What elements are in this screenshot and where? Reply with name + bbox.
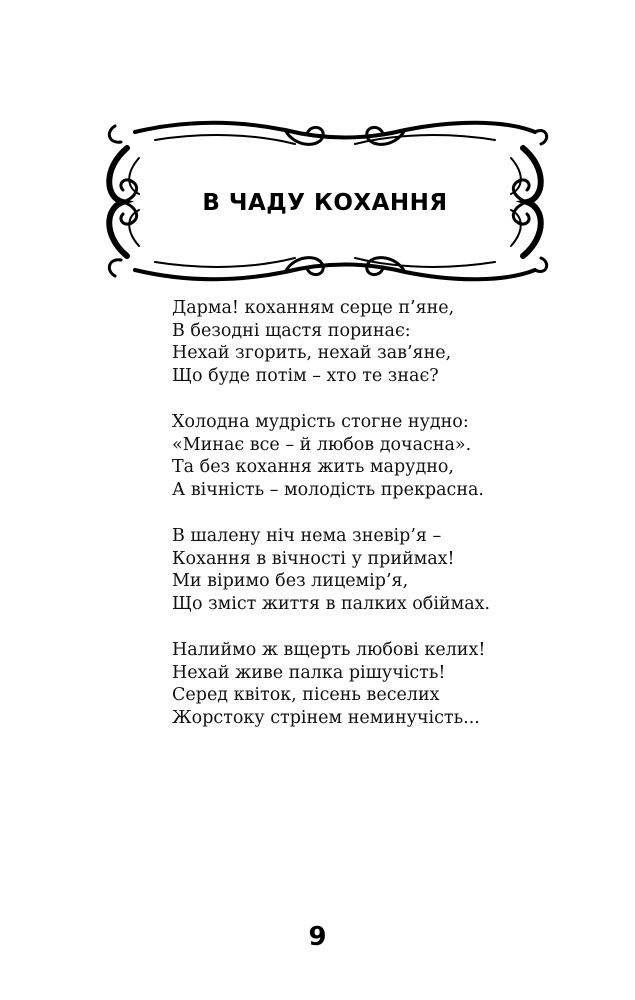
poem-line: Що буде потім – хто те знає? [172, 365, 439, 386]
poem-line: Серед квіток, пісень веселих [172, 685, 440, 705]
stanza [172, 297, 490, 387]
page-number: 9 [308, 922, 327, 952]
poem-line: Ми віримо без лицемір’я, [172, 571, 409, 591]
poem-body [172, 297, 490, 753]
poem-line: Налиймо ж вщерть любові келих! [172, 640, 486, 660]
poem-line: Кохання в вічності у приймах! [172, 548, 455, 569]
poem-line: Нехай згорить, нехай зав’яне, [172, 343, 452, 363]
poem-line: Дарма! коханням серце п’яне, [172, 298, 455, 318]
stanza [172, 525, 490, 615]
poem-line: В безодні щастя поринає: [172, 320, 411, 341]
poem-line: «Минає все – й любов дочасна». [172, 434, 472, 455]
stanza [172, 639, 490, 729]
stanza [172, 411, 490, 501]
poem-line: Що зміст життя в палких обіймах. [172, 593, 491, 614]
poem-line: А вічність – молодість прекрасна. [172, 479, 484, 500]
poem-line: Холодна мудрість стогне нудно: [172, 412, 469, 432]
poem-line: Нехай живе палка рішучість! [172, 662, 446, 683]
poem-title: В ЧАДУ КОХАННЯ [202, 190, 448, 216]
poem-line: Та без кохання жить марудно, [172, 457, 454, 477]
poem-line: В шалену ніч нема зневір’я – [172, 526, 442, 546]
poem-line: Жорстоку стрінем неминучість... [172, 707, 480, 728]
